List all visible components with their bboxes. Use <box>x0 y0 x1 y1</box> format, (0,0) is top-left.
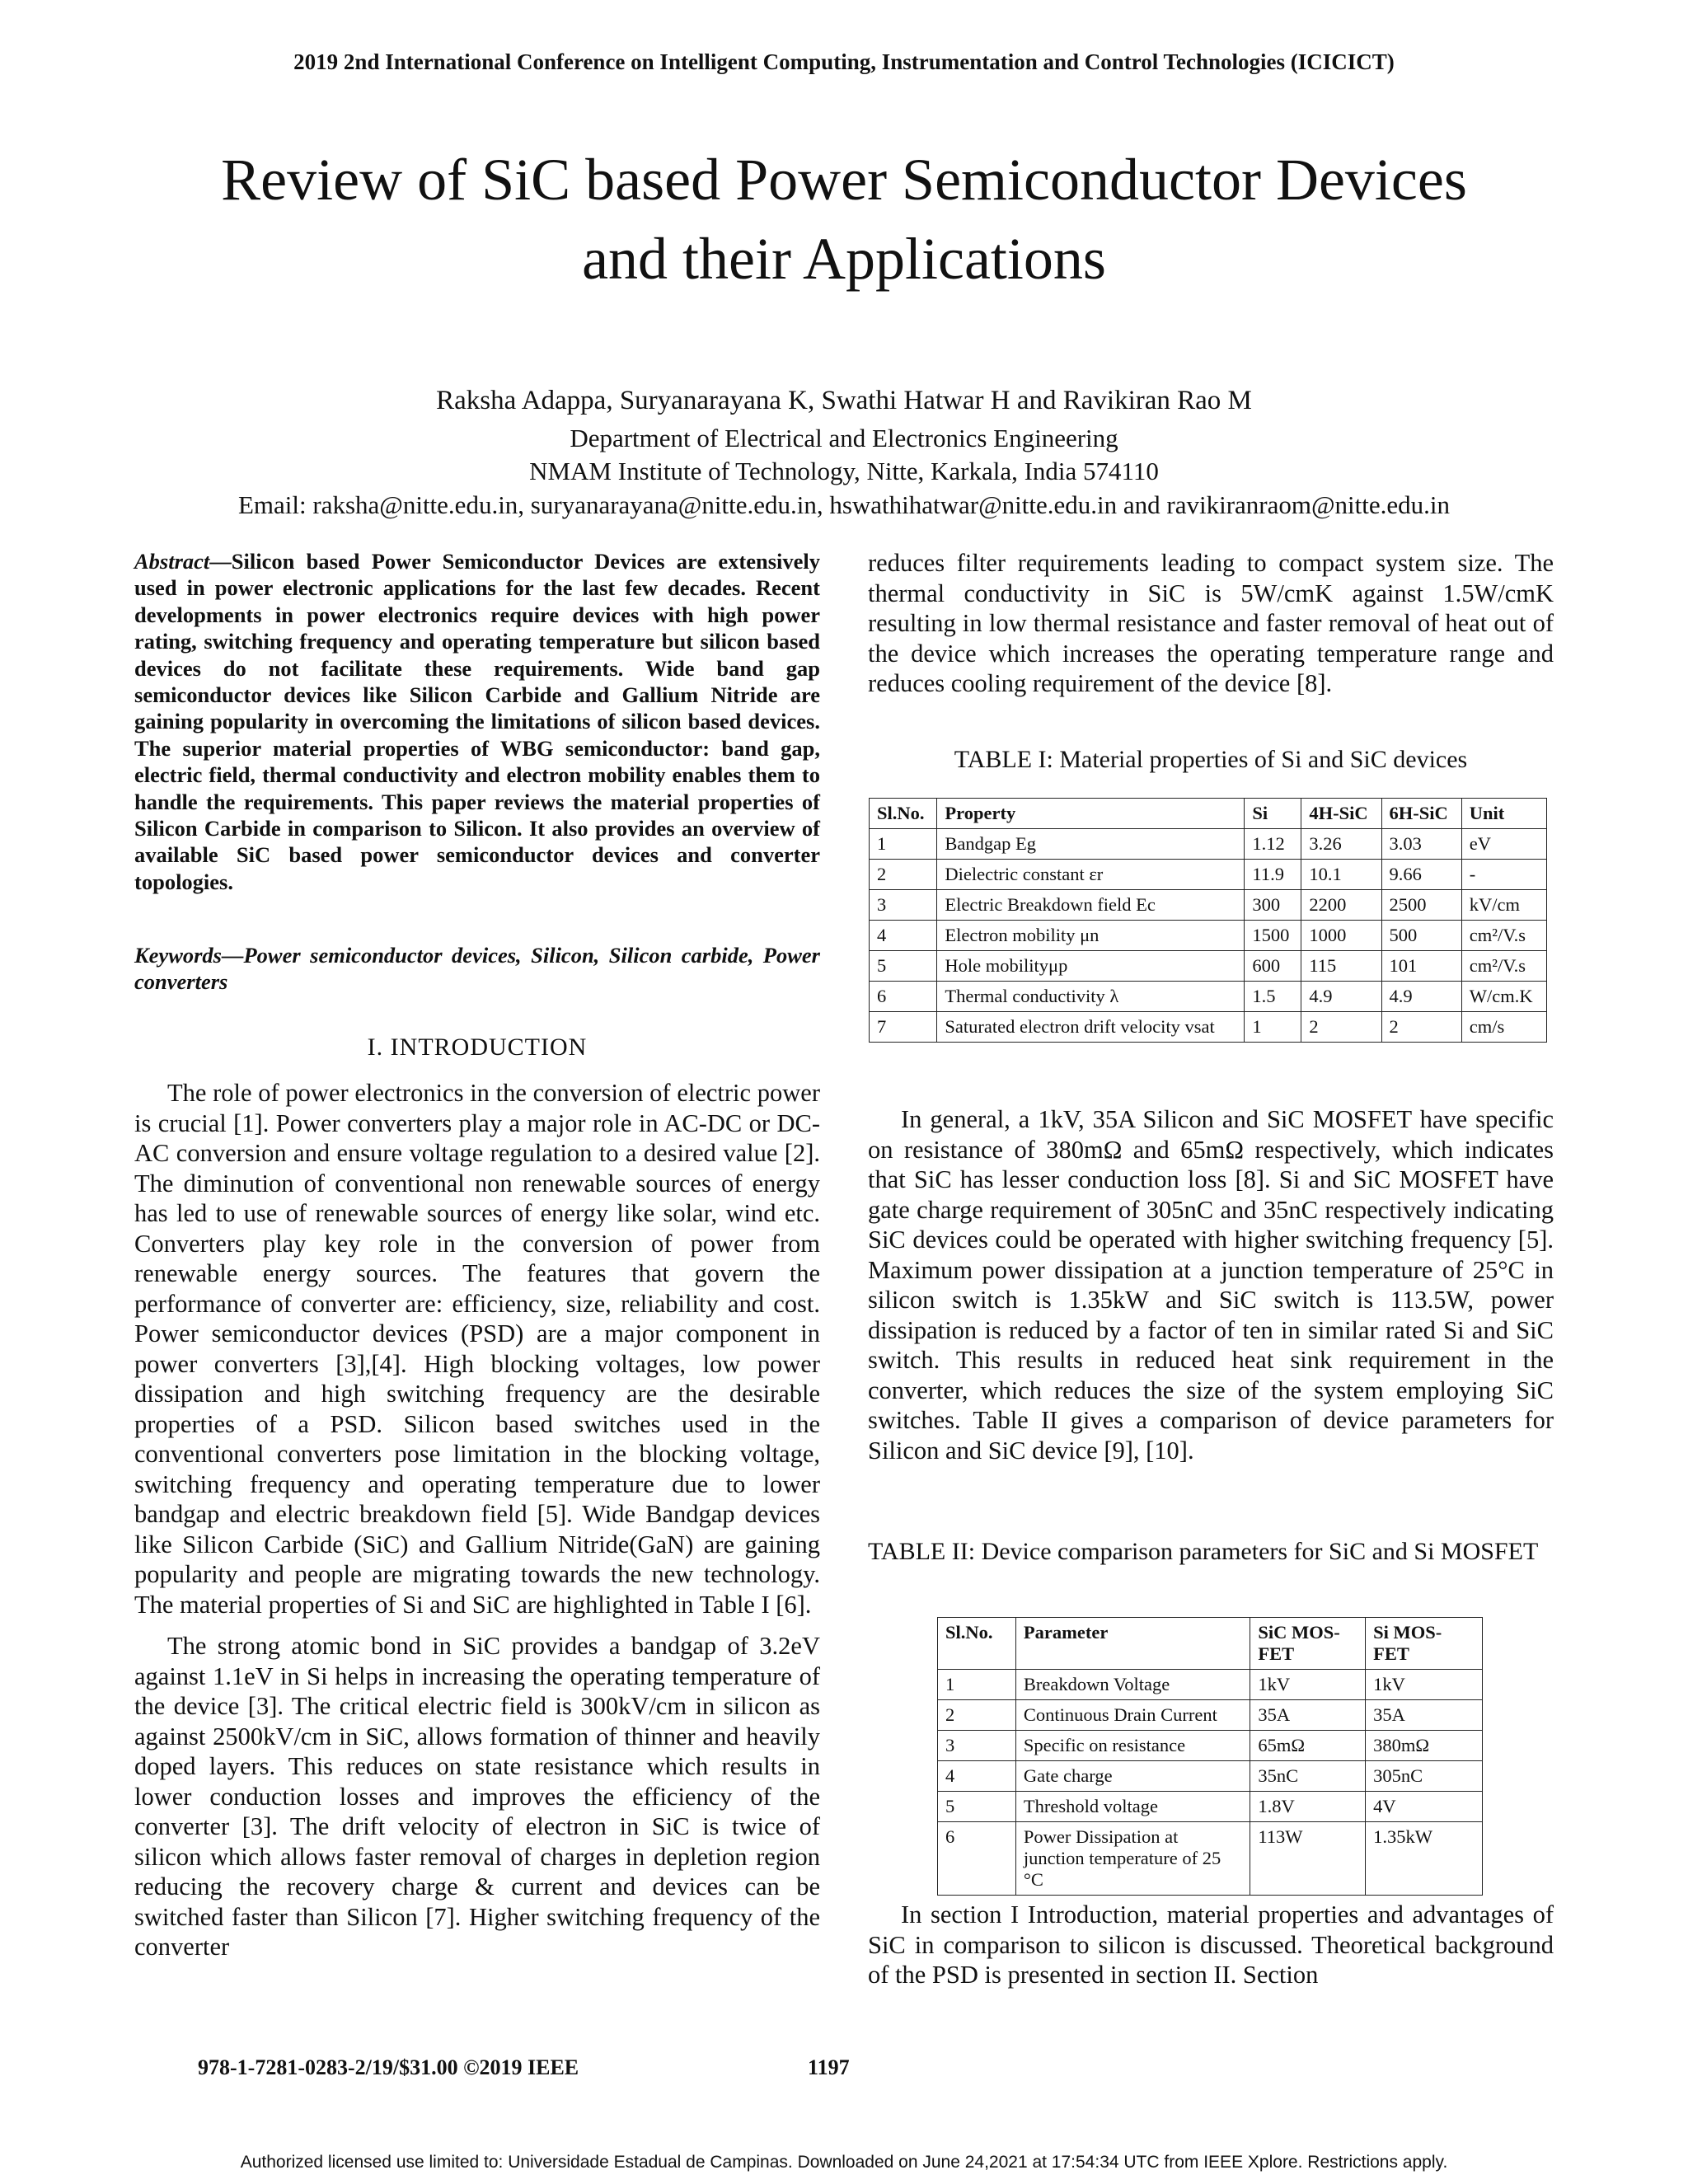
table2-header-cell: Sl.No. <box>938 1618 1016 1670</box>
right-paragraph-2 <box>868 1104 1554 1477</box>
table2-cell: 3 <box>938 1731 1016 1761</box>
table2-cell: Breakdown Voltage <box>1015 1670 1250 1700</box>
table2-cell: 6 <box>938 1822 1016 1896</box>
keywords-text: —Power semiconductor devices, Silicon, Silicon carbide, Power converters <box>134 943 820 995</box>
table1-cell: W/cm.K <box>1461 982 1546 1012</box>
table2-cell: 113W <box>1250 1822 1366 1896</box>
table2-cell: Power Dissipation at junction temperature of 25 °C <box>1015 1822 1250 1896</box>
table1-cell: 2200 <box>1301 890 1381 921</box>
table-row <box>938 1792 1483 1822</box>
table1-cell: 115 <box>1301 951 1381 982</box>
table1-cell: 300 <box>1245 890 1301 921</box>
table2-header-row <box>938 1618 1483 1670</box>
table1-cell: 1 <box>870 829 937 860</box>
keywords <box>134 942 820 996</box>
table2-header-cell: SiC MOS-FET <box>1250 1618 1366 1670</box>
table1-cell: Dielectric constant εr <box>937 860 1245 890</box>
table2-cell: 380mΩ <box>1366 1731 1483 1761</box>
paper-title <box>0 140 1688 298</box>
table-material-properties <box>869 798 1547 1043</box>
table2-cell: 1 <box>938 1670 1016 1700</box>
introduction-body <box>134 1078 820 1974</box>
table1-cell: 1000 <box>1301 921 1381 951</box>
table1-cell: Electric Breakdown field Ec <box>937 890 1245 921</box>
table1-header-cell: 4H-SiC <box>1301 799 1381 829</box>
table1-cell: 1 <box>1245 1012 1301 1043</box>
table-row <box>870 921 1547 951</box>
table2-cell: 4 <box>938 1761 1016 1792</box>
table1-cell: 1500 <box>1245 921 1301 951</box>
table2-cell: Specific on resistance <box>1015 1731 1250 1761</box>
table1-cell: Saturated electron drift velocity vsat <box>937 1012 1245 1043</box>
conference-header: 2019 2nd International Conference on Intelligent Computing, Instrumentation and Control Technologies (ICICICT) <box>293 49 1395 74</box>
table2-cell: 4V <box>1366 1792 1483 1822</box>
table1-cell: 9.66 <box>1381 860 1461 890</box>
table1-header-cell: 6H-SiC <box>1381 799 1461 829</box>
table2-cell: 35nC <box>1250 1761 1366 1792</box>
license-notice: Authorized licensed use limited to: Universidade Estadual de Campinas. Downloaded on June 24,2021 at 17:54:34 UTC from IEEE Xplore. Restrictions apply. <box>240 2153 1448 2172</box>
table1-cell: 500 <box>1381 921 1461 951</box>
email-line: Email: raksha@nitte.edu.in, suryanarayana@nitte.edu.in, hswathihatwar@nitte.edu.in and ravikiranraom@nitte.edu.in <box>237 490 1450 519</box>
table2-cell: 1.8V <box>1250 1792 1366 1822</box>
table-row <box>870 890 1547 921</box>
table2-cell: Threshold voltage <box>1015 1792 1250 1822</box>
table-row <box>938 1700 1483 1731</box>
table2-header-cell: Si MOS-FET <box>1366 1618 1483 1670</box>
table-row <box>938 1822 1483 1896</box>
table1-cell: 10.1 <box>1301 860 1381 890</box>
table2-cell: 1kV <box>1366 1670 1483 1700</box>
table1-cell: 600 <box>1245 951 1301 982</box>
table1-cell: - <box>1461 860 1546 890</box>
abstract-text: —Silicon based Power Semiconductor Devices are extensively used in power electronic applications for the last few decades. Recent developments in power electronics require devices with high power rating, switching frequency and operating temperature but silicon based devices do not facilitate these requirements. Wide band gap semiconductor devices like Silicon Carbide and Gallium Nitride are gaining popularity in overcoming the limitations of silicon based devices. The superior material properties of WBG semiconductor: band gap, electric field, thermal conductivity and electron mobility enables them to handle the requirements. This paper reviews the material properties of Silicon Carbide in comparison to Silicon. It also provides an overview of available SiC based power semiconductor devices and converter topologies. <box>134 549 820 894</box>
table1-cell: Bandgap Eg <box>937 829 1245 860</box>
table1-cell: 3.03 <box>1381 829 1461 860</box>
table-row <box>938 1761 1483 1792</box>
table-row <box>870 829 1547 860</box>
table-row <box>870 860 1547 890</box>
right-p1-text: reduces filter requirements leading to compact system size. The thermal conductivity in SiC is 5W/cmK against 1.5W/cmK resulting in low thermal resistance and faster removal of heat out of the device which increases the operating temperature range and reduces cooling requirement of the device [8]. <box>868 549 1554 697</box>
table1-caption: TABLE I: Material properties of Si and SiC devices <box>954 746 1468 773</box>
footer-isbn: 978-1-7281-0283-2/19/$31.00 ©2019 IEEE <box>198 2055 579 2079</box>
right-paragraph-3 <box>868 1900 1554 2002</box>
institute: NMAM Institute of Technology, Nitte, Karkala, India 574110 <box>529 457 1159 485</box>
table1-cell: 101 <box>1381 951 1461 982</box>
table1-cell: 7 <box>870 1012 937 1043</box>
table1-cell: 1.5 <box>1245 982 1301 1012</box>
section-heading-introduction: I. INTRODUCTION <box>367 1033 588 1061</box>
table1-cell: 1.12 <box>1245 829 1301 860</box>
table1-cell: 5 <box>870 951 937 982</box>
table2-cell: 5 <box>938 1792 1016 1822</box>
keywords-label: Keywords <box>134 943 222 968</box>
table1-cell: cm²/V.s <box>1461 921 1546 951</box>
title-line-2: and their Applications <box>582 226 1106 292</box>
table1-header-cell: Sl.No. <box>870 799 937 829</box>
table1-cell: cm/s <box>1461 1012 1546 1043</box>
table1-cell: Hole mobilityμp <box>937 951 1245 982</box>
table-row <box>938 1731 1483 1761</box>
authors: Raksha Adappa, Suryanarayana K, Swathi Hatwar H and Ravikiran Rao M <box>436 386 1252 415</box>
table2-cell: 305nC <box>1366 1761 1483 1792</box>
table1-cell: kV/cm <box>1461 890 1546 921</box>
table1-cell: 2 <box>1381 1012 1461 1043</box>
table1-header-cell: Property <box>937 799 1245 829</box>
table1-cell: 6 <box>870 982 937 1012</box>
table1-cell: 2500 <box>1381 890 1461 921</box>
table1-cell: 2 <box>870 860 937 890</box>
table2-cell: Gate charge <box>1015 1761 1250 1792</box>
intro-paragraph-1: The role of power electronics in the conversion of electric power is crucial [1]. Power converters play a major role in AC-DC or DC-AC conversion and ensure voltage regulation to a desired value [2]. The diminution of conventional non renewable sources of energy has led to use of renewable sources of energy like solar, wind etc. Converters play key role in the conversion of power from renewable energy sources. The features that govern the performance of converter are: efficiency, size, reliability and cost. Power semiconductor devices (PSD) are a major component in power converters [3],[4]. High blocking voltages, low power dissipation and high switching frequency are the desirable properties of a PSD. Silicon based switches used in the conventional converters pose limitation in the blocking voltage, switching frequency and operating temperature due to lower bandgap and electric breakdown field [5]. Wide Bandgap devices like Silicon Carbide (SiC) and Gallium Nitride(GaN) are gaining popularity and people are migrating towards the new technology. The material properties of Si and SiC are highlighted in Table I [6]. <box>134 1079 820 1619</box>
right-paragraph-1 <box>868 548 1554 710</box>
abstract <box>134 548 820 895</box>
table-row <box>870 1012 1547 1043</box>
table2-cell: 65mΩ <box>1250 1731 1366 1761</box>
table2-cell: 2 <box>938 1700 1016 1731</box>
table1-header-cell: Unit <box>1461 799 1546 829</box>
table2-header-cell: Parameter <box>1015 1618 1250 1670</box>
title-line-1: Review of SiC based Power Semiconductor Devices <box>221 147 1467 213</box>
table2-caption: TABLE II: Device comparison parameters for SiC and Si MOSFET <box>868 1538 1539 1565</box>
table-row <box>870 951 1547 982</box>
department: Department of Electrical and Electronics Engineering <box>570 424 1118 452</box>
table-row <box>938 1670 1483 1700</box>
table-row <box>870 982 1547 1012</box>
table2-cell: Continuous Drain Current <box>1015 1700 1250 1731</box>
table2-cell: 35A <box>1250 1700 1366 1731</box>
table2-cell: 35A <box>1366 1700 1483 1731</box>
table1-cell: 4.9 <box>1381 982 1461 1012</box>
table1-cell: Electron mobility μn <box>937 921 1245 951</box>
table1-cell: 4 <box>870 921 937 951</box>
table1-cell: Thermal conductivity λ <box>937 982 1245 1012</box>
table2-cell: 1kV <box>1250 1670 1366 1700</box>
table-device-comparison <box>937 1617 1483 1896</box>
table2-cell: 1.35kW <box>1366 1822 1483 1896</box>
table1-cell: 11.9 <box>1245 860 1301 890</box>
table1-cell: 4.9 <box>1301 982 1381 1012</box>
table1-cell: 3.26 <box>1301 829 1381 860</box>
table1-header-row <box>870 799 1547 829</box>
right-p3-text: In section I Introduction, material properties and advantages of SiC in comparison to silicon is discussed. Theoretical background of the PSD is presented in section II. Section <box>868 1900 1554 1989</box>
table1-cell: 2 <box>1301 1012 1381 1043</box>
abstract-label: Abstract <box>134 549 210 574</box>
page-number: 1197 <box>808 2055 850 2079</box>
right-p2-text: In general, a 1kV, 35A Silicon and SiC MOSFET have specific on resistance of 380mΩ and 65mΩ respectively, which indicates that SiC has lesser conduction loss [8]. Si and SiC MOSFET have gate charge requirement of 305nC and 35nC respectively indicating SiC devices could be operated with higher switching frequency [5]. Maximum power dissipation at a junction temperature of 25°C in silicon switch is 1.35kW and SiC switch is 113.5W, power dissipation is reduced by a factor of ten in similar rated Si and SiC switch. This results in reduced heat sink requirement in the converter, which reduces the size of the system employing SiC switches. Table II gives a comparison of device parameters for Silicon and SiC device [9], [10]. <box>868 1105 1554 1465</box>
intro-paragraph-2: The strong atomic bond in SiC provides a bandgap of 3.2eV against 1.1eV in Si helps in increasing the operating temperature of the device [3]. The critical electric field is 300kV/cm in silicon as against 2500kV/cm in SiC, allows formation of thinner and heavily doped layers. This reduces on state resistance which results in lower conduction losses and improves the efficiency of the converter [3]. The drift velocity of electron in SiC is twice of silicon which allows faster removal of charges in depletion region reducing the recovery charge & current and devices can be switched faster than Silicon [7]. Higher switching frequency of the converter <box>134 1632 820 1961</box>
table1-cell: eV <box>1461 829 1546 860</box>
table1-cell: cm²/V.s <box>1461 951 1546 982</box>
table1-header-cell: Si <box>1245 799 1301 829</box>
table1-cell: 3 <box>870 890 937 921</box>
